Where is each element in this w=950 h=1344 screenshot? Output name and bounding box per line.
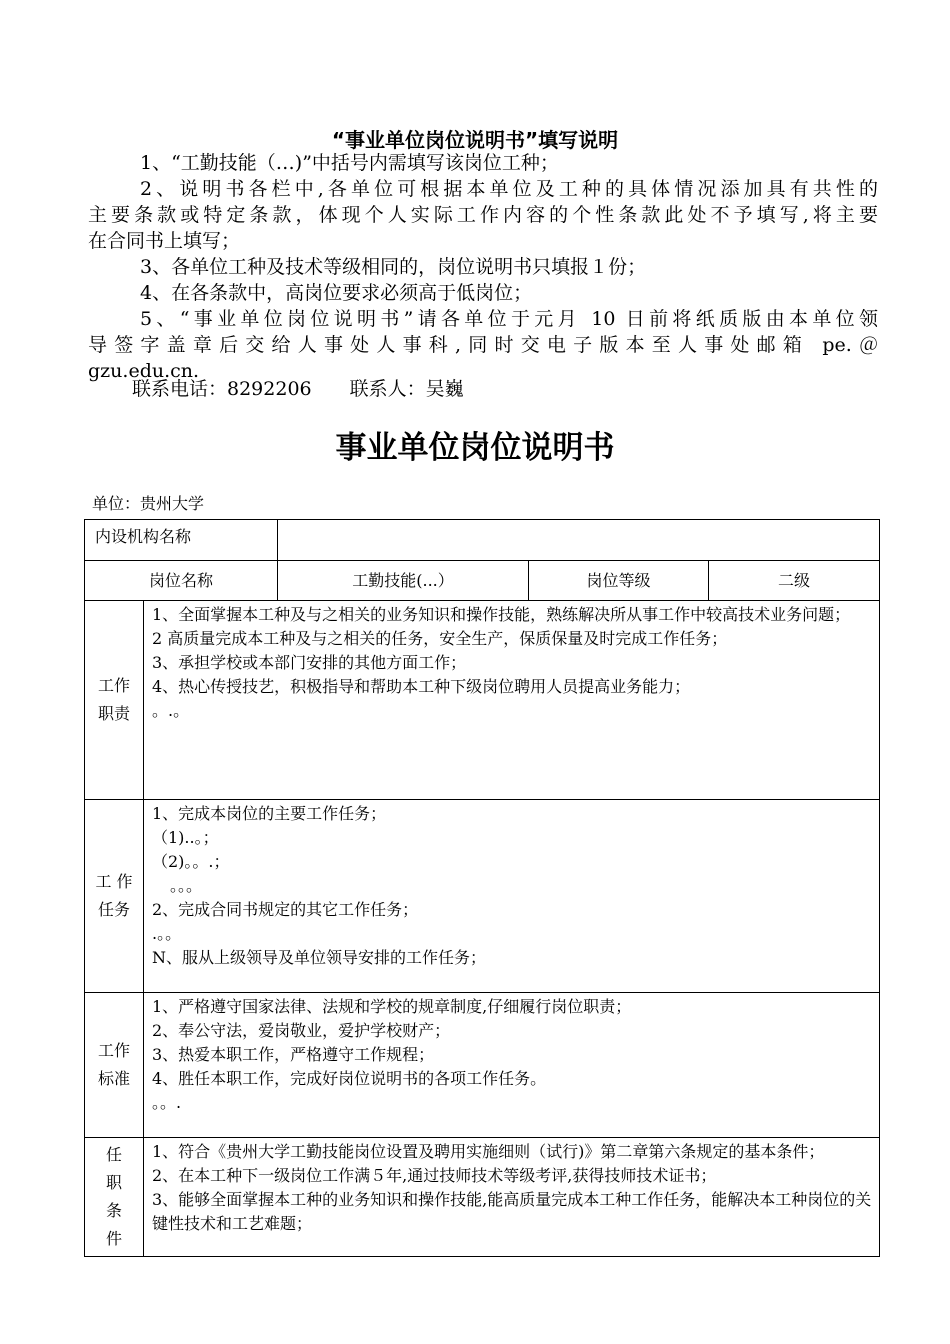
unit-label: 单位：贵州大学 (92, 494, 205, 513)
org-value (278, 520, 880, 561)
instruction-item-5-line-3: gzu.edu.cn. (88, 360, 200, 382)
post-row (85, 561, 880, 601)
list-item: .。。 (152, 924, 182, 943)
list-item: 。。. (152, 1093, 182, 1112)
list-item: 4、胜任本职工作，完成好岗位说明书的各项工作任务。 (152, 1069, 547, 1088)
list-item: 1、符合《贵州大学工勤技能岗位设置及聘用实施细则（试行)》第二章第六条规定的基本条件； (152, 1142, 825, 1161)
standards-label: 工作 标准 (85, 993, 144, 1138)
tasks-content (144, 800, 880, 993)
list-item: 2、在本工种下一级岗位工作满５年,通过技师技术等级考评,获得技师技术证书； (152, 1166, 717, 1185)
form-title: 事业单位岗位说明书 (335, 430, 615, 466)
list-item: （2)。。.； (152, 852, 230, 871)
instruction-item-5-line-1: 5、“事业单位岗位说明书”请各单位于元月 10 日前将纸质版由本单位领 (140, 308, 878, 330)
tasks-row (85, 800, 880, 993)
contact-info: 联系电话：8292206 联系人：吴巍 (132, 378, 464, 400)
list-item: 3、承担学校或本部门安排的其他方面工作； (152, 653, 467, 672)
post-level-label: 岗位等级 (529, 561, 709, 601)
list-item: 3、热爱本职工作，严格遵守工作规程； (152, 1045, 435, 1064)
tasks-label: 工 作 任务 (85, 800, 144, 993)
post-description-table (84, 519, 880, 1257)
list-item: （1)..。； (152, 828, 219, 847)
list-item: 。.。 (152, 701, 190, 720)
standards-content (144, 993, 880, 1138)
list-item: 2、完成合同书规定的其它工作任务； (152, 900, 419, 919)
list-item: 1、严格遵守国家法律、法规和学校的规章制度,仔细履行岗位职责； (152, 997, 632, 1016)
duties-content (144, 601, 880, 800)
qualifications-content (144, 1138, 880, 1257)
instruction-item-2-line-2: 主要条款或特定条款，体现个人实际工作内容的个性条款此处不予填写,将主要 (88, 204, 878, 226)
list-item: N、服从上级领导及单位领导安排的工作任务； (152, 948, 487, 967)
org-row (85, 520, 880, 561)
instruction-item-4: 4、在各条款中，高岗位要求必须高于低岗位； (140, 282, 533, 304)
instruction-item-2-line-1: 2、说明书各栏中,各单位可根据本单位及工种的具体情况添加具有共性的 (140, 178, 878, 200)
org-label: 内设机构名称 (85, 520, 278, 561)
instructions-title: “事业单位岗位说明书”填写说明 (331, 128, 619, 152)
post-name-label: 岗位名称 (85, 561, 278, 601)
list-item: 2、奉公守法，爱岗敬业，爱护学校财产； (152, 1021, 451, 1040)
list-item: 1、全面掌握本工种及与之相关的业务知识和操作技能，熟练解决所从事工作中较高技术业务问题； (152, 605, 851, 624)
list-item: 2 高质量完成本工种及与之相关的任务，安全生产，保质保量及时完成工作任务； (152, 629, 728, 648)
qualifications-row (85, 1138, 880, 1257)
qualifications-label: 任 职 条 件 (85, 1138, 144, 1257)
duties-row (85, 601, 880, 800)
list-item: 4、热心传授技艺，积极指导和帮助本工种下级岗位聘用人员提高业务能力； (152, 677, 691, 696)
instruction-item-3: 3、各单位工种及技术等级相同的，岗位说明书只填报１份； (140, 256, 647, 278)
list-item: 1、完成本岗位的主要工作任务； (152, 804, 387, 823)
list-item: 3、能够全面掌握本工种的业务知识和操作技能,能高质量完成本工种工作任务，能解决本工种岗位的关键性技术和工艺难题； (152, 1190, 872, 1233)
instruction-item-2-line-3: 在合同书上填写； (88, 230, 241, 252)
duties-label: 工作 职责 (85, 601, 144, 800)
standards-row (85, 993, 880, 1138)
post-name-value: 工勤技能(...） (278, 561, 529, 601)
list-item: 。。。 (170, 876, 203, 895)
instruction-item-1: 1、“工勤技能（…)”中括号内需填写该岗位工种； (140, 152, 559, 174)
instruction-item-5-line-2: 导签字盖章后交给人事处人事科,同时交电子版本至人事处邮箱 pe.＠ (88, 334, 878, 356)
post-level-value: 二级 (709, 561, 880, 601)
